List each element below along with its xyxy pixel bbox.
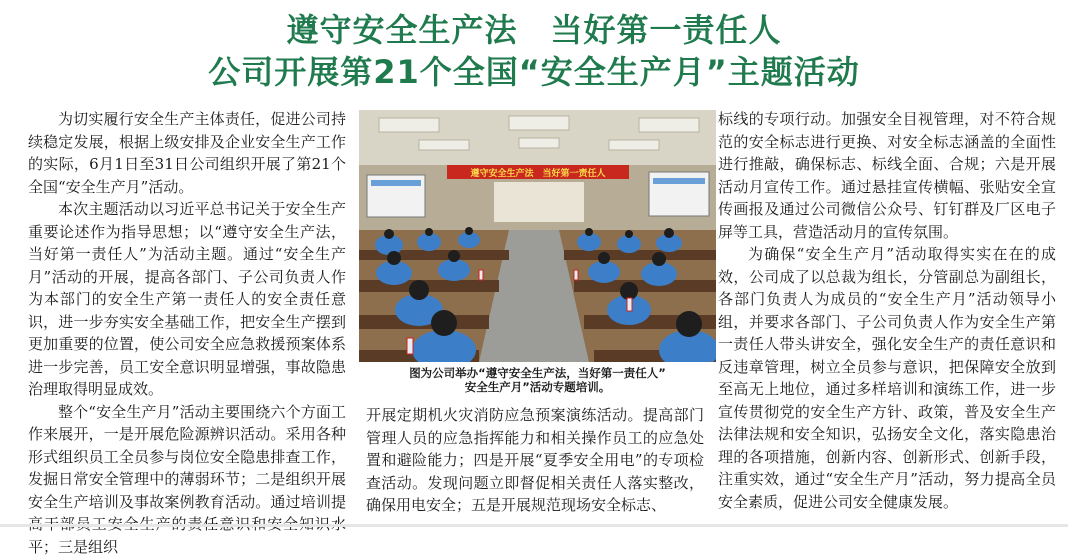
paragraph: 本次主题活动以习近平总书记关于安全生产重要论述作为指导思想；以“遵守安全生产法，当好第一责任人”为活动主题。通过“安全生产月”活动的开展，提高各部门、子公司负责人作为本部门的安全生产第一责任人的安全责任意识，进一步夯实安全基础工作，把安全生产摆到更加重要的位置，使公司安全应急救援预案体系进一步完善，员工安全意识明显增强，事故隐患治理取得明显成效。	[28, 198, 346, 401]
training-photo	[359, 110, 716, 362]
paragraph: 标线的专项行动。加强安全目视管理，对不符合规范的安全标志进行更换、对安全标志涵盖的全面性进行推敲，确保标志、标线全面、合规；六是开展活动月宣传工作。通过悬挂宣传横幅、张贴安全宣传画报及通过公司微信公众号、钉钉群及厂区电子屏等工具，营造活动月的宣传氛围。	[718, 108, 1056, 243]
paragraph: 整个“安全生产月”活动主要围绕六个方面工作来展开，一是开展危险源辨识活动。采用各种形式组织员工全员参与岗位安全隐患排查工作，发掘日常安全管理中的薄弱环节；二是组织开展安全生产培训及事故案例教育活动。通过培训提 平；三是组织	[28, 401, 346, 558]
paragraph: 开展定期机火灾消防应急预案演练活动。提高部门管理人员的应急指挥能力和相关操作员工的应急处置和避险能力；四是开展“夏季安全用电”的专项检查活动。发现问题立即督促相关责任人落实整改，确保用电安全；五是开展规范现场安全标志、	[366, 404, 704, 517]
banner-text: 遵守安全生产法 当好第一责任人	[470, 167, 605, 179]
caption-line-2: 安全生产月”活动专题培训。	[362, 380, 713, 394]
article-column-3	[718, 108, 1056, 513]
paragraph: 为确保“安全生产月”活动取得实实在在的成效，公司成了以总裁为组长，分管副总为副组长，各部门负责人为成员的“安全生产月”活动领导小组，并要求各部门、子公司负责人作为安全生产第一责任人带头讲安全，强化安全生产的责任意识和反违章管理，树立全员参与意识，把保障安全放到至高无上地位，通过多样培训和演练工作，进一步宣传贯彻党的安全生产方针、政策，普及安全生产法律法规和安全知识，弘扬安全文化，落实隐患治理的各项措施，创新内容、创新形式、创新手段，注重实效，通过“安全生产月”活动，努力提高全员安全素质，促进公司安全健康发展。	[718, 243, 1056, 513]
paragraph: 为切实履行安全生产主体责任，促进公司持续稳定发展，根据上级安排及企业安全生产工作的实际，6月1日至31日公司组织开展了第21个全国“安全生产月”活动。	[28, 108, 346, 198]
article-column-1	[28, 108, 346, 558]
caption-line-1: 图为公司举办“遵守安全生产法，当好第一责任人”	[362, 366, 713, 380]
photo-caption	[362, 366, 713, 394]
headline-line-1: 遵守安全生产法 当好第一责任人	[0, 10, 1068, 50]
headline-line-2: 公司开展第21个全国“安全生产月”主题活动	[0, 52, 1068, 92]
article-column-2	[366, 404, 704, 517]
